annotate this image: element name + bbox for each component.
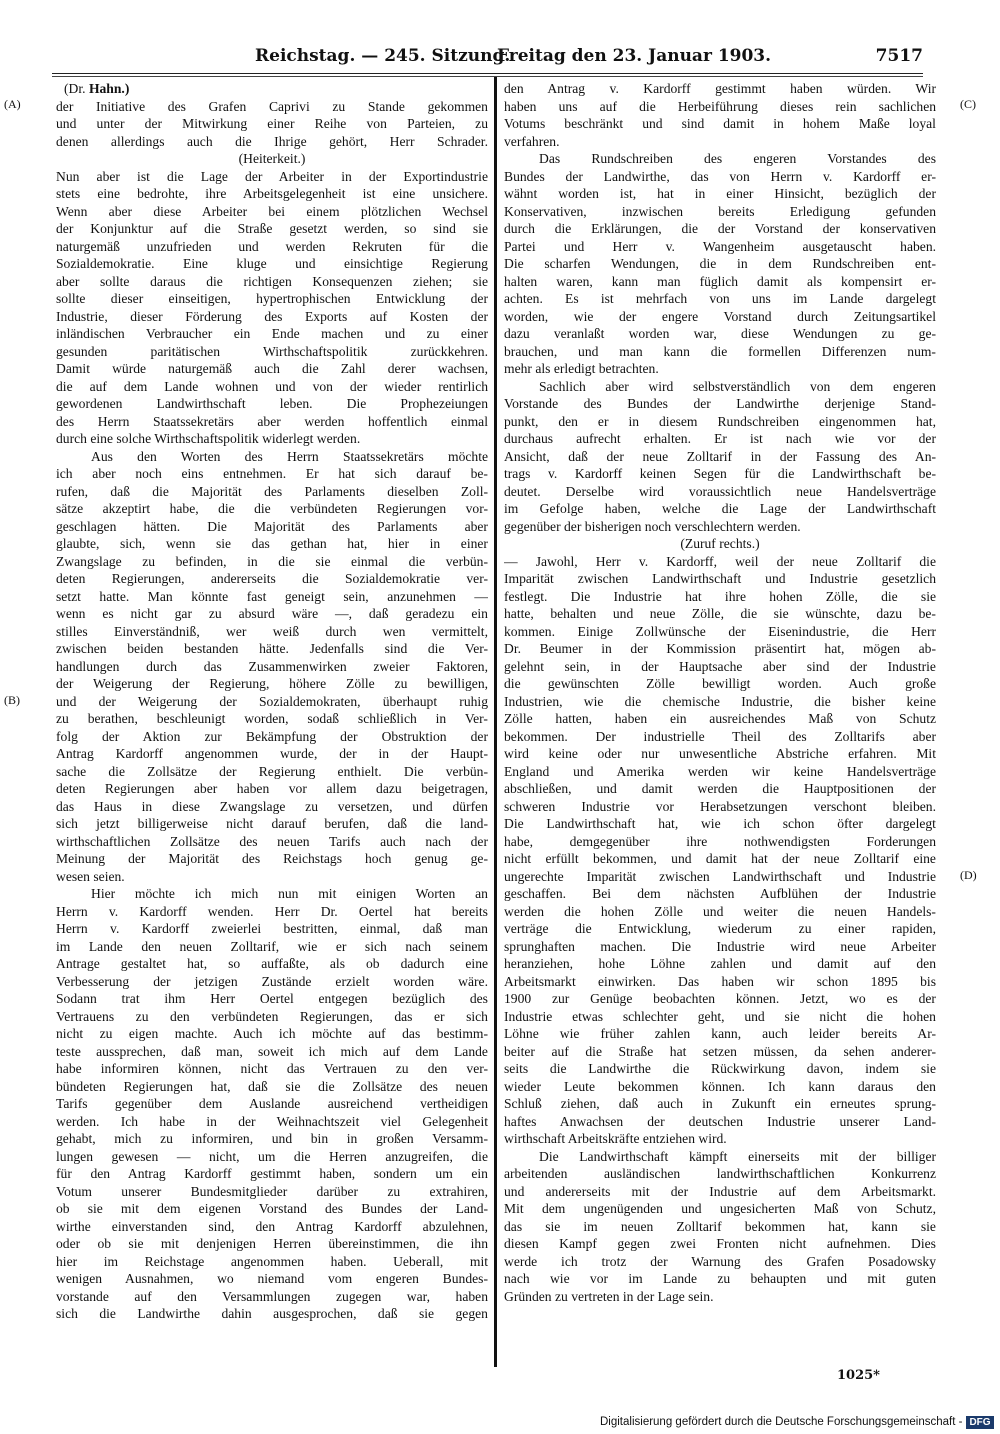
text-line: im Gefolge haben, welche die Lage der Landwirthschaft bbox=[504, 501, 936, 516]
text-line: das Haus in diese Zwangslage zu versetzen, und dürfen bbox=[56, 798, 488, 814]
text-line: beiter auf die Straße hat setzen müssen, da sehen anderer- bbox=[504, 1043, 936, 1059]
text-line: wirthe einverstanden sind, den Antrag Kardorff abzulehnen, bbox=[56, 1218, 488, 1234]
text-line: verträge die Entwicklung, wiederum zu einer rapiden, bbox=[504, 921, 936, 936]
text-line: haben uns auf die Herbeiführung dieses rein sachlichen bbox=[504, 98, 936, 114]
text-line: Mit dem ungenügenden und ungesicherten Maß von Schutz, bbox=[504, 1201, 936, 1216]
text-line: glaubte, sich, wenn sie das gethan hat, hier in einer bbox=[56, 536, 488, 551]
text-line: der Initiative des Grafen Caprivi zu Stande gekommen bbox=[56, 98, 488, 114]
text-line: seits die Landwirthe die Rückwirkung davon, indem sie bbox=[504, 1061, 936, 1076]
margin-marker-b: (B) bbox=[4, 693, 20, 707]
text-line: im Lande den neuen Zolltarif, wie er sich nach seinem bbox=[56, 938, 488, 954]
text-line: bekommen. Der industrielle Theil des Zolltarifs aber bbox=[504, 728, 936, 744]
text-line: für den Antrag Kardorff gestimmt haben, sondern um ein bbox=[56, 1166, 488, 1181]
credit-text: Digitalisierung gefördert durch die Deutsche Forschungsgemeinschaft - bbox=[600, 1416, 963, 1428]
header-rule bbox=[52, 73, 923, 77]
interjection: (Heiterkeit.) bbox=[238, 151, 306, 166]
text-line: der Weigerung der Regierung, höhere Zölle zu bewilligen, bbox=[56, 676, 488, 691]
text-line: vorstande auf den Versammlungen zugegen war, haben bbox=[56, 1288, 488, 1304]
text-line: Dr. Beumer in der Kommission präsentirt hat, mögen ab- bbox=[504, 641, 936, 656]
text-line: hatte, behalten und neue Zölle, die sie wünschte, dazu be- bbox=[504, 606, 936, 621]
text-line: Meinung der Majorität des Reichstags hoch genug ge- bbox=[56, 851, 488, 866]
text-line: sätze akzeptirt habe, die die verbündeten Regierungen vor- bbox=[56, 501, 488, 516]
text-line: den Antrag v. Kardorff gestimmt haben würden. Wir bbox=[504, 81, 936, 96]
text-line: wesen seien. bbox=[56, 868, 125, 884]
text-line: sprunghaften machen. Die Industrie wird neue Arbeiter bbox=[504, 938, 936, 954]
text-line: der Konjunktur auf die Straße gesetzt werden, so sind sie bbox=[56, 221, 488, 236]
text-line: werden die hohen Zölle und weiter die neuen Handels- bbox=[504, 903, 936, 919]
text-line: habe, demgegenüber ihre nothwendigsten Forderungen bbox=[504, 833, 936, 849]
text-line: sich jetzt billigerweise nicht darauf berufen, daß die land- bbox=[56, 816, 488, 831]
dfg-logo: DFG bbox=[966, 1416, 993, 1429]
text-line: und unter der Mitwirkung einer Reihe von Parteien, zu bbox=[56, 116, 488, 131]
text-line: setzt hatte. Man könnte fast geneigt sein, anzunehmen — bbox=[56, 588, 488, 604]
text-line: geschlagen hätten. Die Majorität des Parlaments aber bbox=[56, 518, 488, 534]
text-line: sache die Zollsätze der Regierung enthielt. Die verbün- bbox=[56, 763, 488, 779]
column-divider bbox=[494, 77, 497, 1367]
text-line: ob sie mit dem eigenen Vorstand des Bundes der Land- bbox=[56, 1201, 488, 1216]
text-line: rufen, daß die Majorität des Parlaments dieselben Zoll- bbox=[56, 483, 488, 499]
text-line: die auf dem Lande wohnen und von der wieder rentirlich bbox=[56, 378, 488, 394]
text-line: Votum unserer Bundesmitglieder darüber zu extrahiren, bbox=[56, 1183, 488, 1199]
text-line: nicht erfüllt bekommen, und damit hat der neue Zolltarif eine bbox=[504, 851, 936, 866]
text-line: aber sollte daraus die richtigen Konsequenzen ziehen; sie bbox=[56, 273, 488, 289]
text-line: gesunden paritätischen Wirthschaftspolitik zurückkehren. bbox=[56, 343, 488, 359]
text-line: oder ob sie mit denjenigen Herren übereinstimmen, die ihn bbox=[56, 1236, 488, 1251]
text-line: die gewünschten Zölle bewilligt worden. Auch große bbox=[504, 676, 936, 691]
text-line: Antrag Kardorff angenommen wurde, der in der Haupt- bbox=[56, 746, 488, 761]
text-line: wirthschaft Arbeitskräfte entziehen wird. bbox=[504, 1131, 727, 1146]
text-line: habe informiren können, nicht das Vertrauen zu den ver- bbox=[56, 1061, 488, 1076]
text-line: nicht zu eigen machte. Auch ich möchte auf das bestimm- bbox=[56, 1026, 488, 1041]
text-line: Die Landwirthschaft hat, wie ich schon öfter dargelegt bbox=[504, 816, 936, 831]
text-line: stets eine bedrohte, ihre Arbeitsgelegenheit ist eine unsichere. bbox=[56, 186, 488, 201]
text-line: handlungen durch das Zusammenwirken zweier Faktoren, bbox=[56, 658, 488, 674]
margin-marker-a: (A) bbox=[4, 97, 21, 111]
text-line: ungerechte Imparität zwischen Landwirthschaft und Industrie bbox=[504, 868, 936, 884]
text-line: des Herrn Staatssekretärs aber werden hoffentlich einmal bbox=[56, 413, 488, 429]
text-line: deten Regierungen, andererseits die Sozialdemokratie ver- bbox=[56, 571, 488, 586]
text-line: Arbeitsmarkt einwirken. Das haben wir schon 1895 bis bbox=[504, 973, 936, 989]
text-line: Gründen zu vertreten in der Lage sein. bbox=[504, 1288, 714, 1304]
margin-marker-c: (C) bbox=[960, 97, 976, 111]
speaker-prefix: (Dr. bbox=[64, 81, 86, 96]
text-line: lungen gewesen — nicht, um die Herren anzugreifen, die bbox=[56, 1148, 488, 1164]
header-session: Reichstag. — 245. Sitzung. bbox=[255, 46, 511, 66]
text-line: Antrage gestaltet hat, so auffaßte, als ob dadurch eine bbox=[56, 956, 488, 971]
text-line: Sodann trat ihm Herr Oertel entgegen bezüglich des bbox=[56, 991, 488, 1006]
text-line: trags v. Kardorff keinen Segen für die Landwirthschaft be- bbox=[504, 466, 936, 481]
header-date: Freitag den 23. Januar 1903. bbox=[497, 46, 772, 66]
text-line: Ansicht, daß der neue Zolltarif in der Fassung des An- bbox=[504, 448, 936, 464]
text-line: Herrn v. Kardorff wenden. Herr Dr. Oertel hat bereits bbox=[56, 903, 488, 919]
sheet-signature: 1025* bbox=[837, 1368, 880, 1383]
text-line: arbeitenden ausländischen landwirthschaftlichen Konkurrenz bbox=[504, 1166, 936, 1181]
text-line: denen allerdings auch die Ihrige gehört, Herr Schrader. bbox=[56, 133, 488, 149]
text-line: punkt, den er in diesem Rundschreiben eingenommen hat, bbox=[504, 413, 936, 429]
text-line: Vorstande des Bundes der Landwirthe derjenige Stand- bbox=[504, 396, 936, 411]
speaker-name: Hahn.) bbox=[88, 81, 130, 96]
text-line: deutet. Derselbe wird voraussichtlich neue Handelsverträge bbox=[504, 483, 936, 499]
text-line: Hier möchte ich mich nun mit einigen Worten an bbox=[91, 886, 488, 901]
text-line: inländischen Verbraucher ein Ende machen und zu einer bbox=[56, 326, 488, 341]
text-line: worden, wie der engere Vorstand durch Zeitungsartikel bbox=[504, 308, 936, 324]
text-line: wieder Leute bekommen können. Ich kann daraus den bbox=[504, 1078, 936, 1094]
text-line: abschließen, und damit werden die Hauptpositionen der bbox=[504, 781, 936, 796]
text-line: gehabt, mich zu informiren, und bin in großen Versamm- bbox=[56, 1131, 488, 1146]
text-line: schweren Industrie vor Herabsetzungen verschont bleiben. bbox=[504, 798, 936, 814]
margin-marker-d: (D) bbox=[960, 868, 977, 882]
text-line: zwischen beiden bestanden hätte. Jedenfalls sind die Ver- bbox=[56, 641, 488, 656]
text-line: wirthschaftlichen Zollsätze des neuen Tarifs auch nach der bbox=[56, 833, 488, 849]
text-line: Das Rundschreiben des engeren Vorstandes des bbox=[539, 151, 936, 166]
text-line: folg der Aktion zur Bekämpfung der Obstruktion der bbox=[56, 728, 488, 744]
text-line: diesen Kampf gegen zwei Fronten nicht aufnehmen. Dies bbox=[504, 1236, 936, 1251]
text-line: Tarifs gegenüber dem Auslande ausreichend vertheidigen bbox=[56, 1096, 488, 1111]
text-line: Die Landwirthschaft kämpft einerseits mit der billiger bbox=[539, 1148, 936, 1164]
text-line: durch eine solche Wirthschaftspolitik widerlegt werden. bbox=[56, 431, 361, 446]
text-line: und andererseits mit der Industrie auf dem Arbeitsmarkt. bbox=[504, 1183, 936, 1199]
text-line: Imparität zwischen Landwirthschaft und Industrie gesetzlich bbox=[504, 571, 936, 586]
text-line: teste aussprechen, daß man, soweit ich mich auf dem Lande bbox=[56, 1043, 488, 1059]
text-line: geschaffen. Bei dem nächsten Aufblühen der Industrie bbox=[504, 886, 936, 901]
text-line: Sachlich aber wird selbstverständlich von dem engeren bbox=[539, 378, 936, 394]
text-line: mehr als erledigt betrachten. bbox=[504, 361, 659, 376]
text-line: halten waren, kann man füglich damit als kompensirt er- bbox=[504, 273, 936, 289]
text-line: bündeten Regierungen hat, daß sie die Zollsätze des neuen bbox=[56, 1078, 488, 1094]
text-line: Herrn v. Kardorff zweierlei bestritten, einmal, daß man bbox=[56, 921, 488, 936]
text-line: brauchen, und man kann die formellen Differenzen num- bbox=[504, 343, 936, 359]
text-line: nach wie vor im Lande zu behaupten und mit guten bbox=[504, 1271, 936, 1286]
text-line: sollte dieser einseitigen, hypertrophischen Entwicklung der bbox=[56, 291, 488, 306]
text-line: Vertrauens zu den verbündeten Regierungen, das er sich bbox=[56, 1008, 488, 1024]
text-line: gegenüber der bisherigen noch verschlechtern werden. bbox=[504, 518, 801, 534]
left-column-text bbox=[56, 98, 488, 1323]
text-line: stilles Einverständniß, wer weiß durch wen vermittelt, bbox=[56, 623, 488, 639]
left-column bbox=[56, 80, 488, 1323]
text-line: haftes Anwachsen der deutschen Industrie unserer Land- bbox=[504, 1113, 936, 1129]
running-header bbox=[255, 46, 923, 72]
text-line: Schluß ziehen, daß auch in Zukunft ein erneutes sprung- bbox=[504, 1096, 936, 1111]
speaker-label bbox=[56, 80, 488, 98]
text-line: Wenn aber diese Arbeiter bei einem plötzlichen Wechsel bbox=[56, 203, 488, 219]
text-line: heranziehen, hohe Löhne zahlen und damit auf den bbox=[504, 956, 936, 971]
text-line: durchaus aufrecht erhalten. Er ist nach wie vor der bbox=[504, 431, 936, 446]
text-line: Löhne wie früher zahlen kann, auch leider bereits Ar- bbox=[504, 1026, 936, 1041]
text-line: achten. Es ist mehrfach von uns im Lande dargelegt bbox=[504, 291, 936, 306]
text-line: Industrien, wie die chemische Industrie, die bisher keine bbox=[504, 693, 936, 709]
text-line: und der Weigerung der Sozialdemokraten, überhaupt ruhig bbox=[56, 693, 488, 709]
right-column bbox=[504, 80, 936, 1305]
text-line: Votums beschränkt und sind damit in hohem Maße loyal bbox=[504, 116, 936, 131]
text-line: Nun aber ist die Lage der Arbeiter in der Exportindustrie bbox=[56, 168, 488, 184]
text-line: festlegt. Die Industrie hat ihre hohen Zölle, die sie bbox=[504, 588, 936, 604]
text-line: gelehnt sein, in der Hauptsache aber sind der Industrie bbox=[504, 658, 936, 674]
text-line: ich aber noch eins entnehmen. Er hat sich darauf be- bbox=[56, 466, 488, 481]
text-line: werden. Ich habe in der Weihnachtszeit viel Gelegenheit bbox=[56, 1113, 488, 1129]
text-line: durch die Erklärungen, die der Vorstand der konservativen bbox=[504, 221, 936, 236]
text-line: dazu veranlaßt worden war, diese Wendungen zu ge- bbox=[504, 326, 936, 341]
text-line: deten Regierungen aber haben vor allem dazu beigetragen, bbox=[56, 781, 488, 796]
text-line: wenigen Ausnahmen, wo niemand vom engeren Bundes- bbox=[56, 1271, 488, 1286]
text-line: wenn es nicht gar zu absurd wäre —, daß geradezu ein bbox=[56, 606, 488, 621]
text-line: das sie im neuen Zolltarif bekommen hat, kann sie bbox=[504, 1218, 936, 1234]
text-line: verfahren. bbox=[504, 133, 560, 149]
text-line: Industrie, dieser Förderung des Exports auf Kosten der bbox=[56, 308, 488, 324]
text-line: Bundes der Landwirthe, das von Herrn v. Kardorff er- bbox=[504, 168, 936, 184]
text-line: zu berathen, beschleunigt worden, sodaß schließlich in Ver- bbox=[56, 711, 488, 726]
right-column-text bbox=[504, 80, 936, 1305]
text-line: wird keine oder nur unwesentliche Abstriche erfahren. Mit bbox=[504, 746, 936, 761]
text-line: Die scharfen Wendungen, die in dem Rundschreiben ent- bbox=[504, 256, 936, 271]
text-line: Industrie etwas schlechter geht, und sie nicht die hohen bbox=[504, 1008, 936, 1024]
text-line: Zölle hatten, haben ein ausreichendes Maß von Schutz bbox=[504, 711, 936, 726]
text-line: kommen. Einige Zollwünsche der Eisenindustrie, die Herr bbox=[504, 623, 936, 639]
interjection: (Zuruf rechts.) bbox=[680, 536, 760, 551]
text-line: England und Amerika werden wir keine Handelsverträge bbox=[504, 763, 936, 779]
text-line: Damit würde naturgemäß auch die Zahl derer wachsen, bbox=[56, 361, 488, 376]
text-line: Konservativen, inzwischen bereits Erledigung gefunden bbox=[504, 203, 936, 219]
text-line: hier im Reichstage angenommen haben. Ueberall, mit bbox=[56, 1253, 488, 1269]
text-line: 1900 zur Genüge beobachten können. Jetzt, wo es der bbox=[504, 991, 936, 1006]
text-line: naturgemäß unzufrieden und werden Rekruten für die bbox=[56, 238, 488, 254]
page-number: 7517 bbox=[875, 46, 923, 66]
text-line: Verbesserung der jetzigen Zustände erzielt worden wäre. bbox=[56, 973, 488, 989]
text-line: gewordenen Landwirthschaft leben. Die Prophezeiungen bbox=[56, 396, 488, 411]
digitization-credit bbox=[600, 1416, 994, 1429]
text-line: werde ich trotz der Warnung des Grafen Posadowsky bbox=[504, 1253, 936, 1269]
text-line: Sozialdemokratie. Eine kluge und einsichtige Regierung bbox=[56, 256, 488, 271]
text-line: sich die Landwirthe dahin ausgesprochen, daß sie gegen bbox=[56, 1306, 488, 1321]
text-line: Partei und Herr v. Wangenheim ausgetauscht haben. bbox=[504, 238, 936, 254]
text-line: — Jawohl, Herr v. Kardorff, weil der neue Zolltarif die bbox=[504, 553, 936, 569]
text-line: Aus den Worten des Herrn Staatssekretärs möchte bbox=[91, 448, 488, 464]
text-line: Zwangslage zu befinden, in die sie einmal die verbün- bbox=[56, 553, 488, 569]
text-line: wähnt worden ist, hat in einer Hinsicht, bezüglich der bbox=[504, 186, 936, 201]
